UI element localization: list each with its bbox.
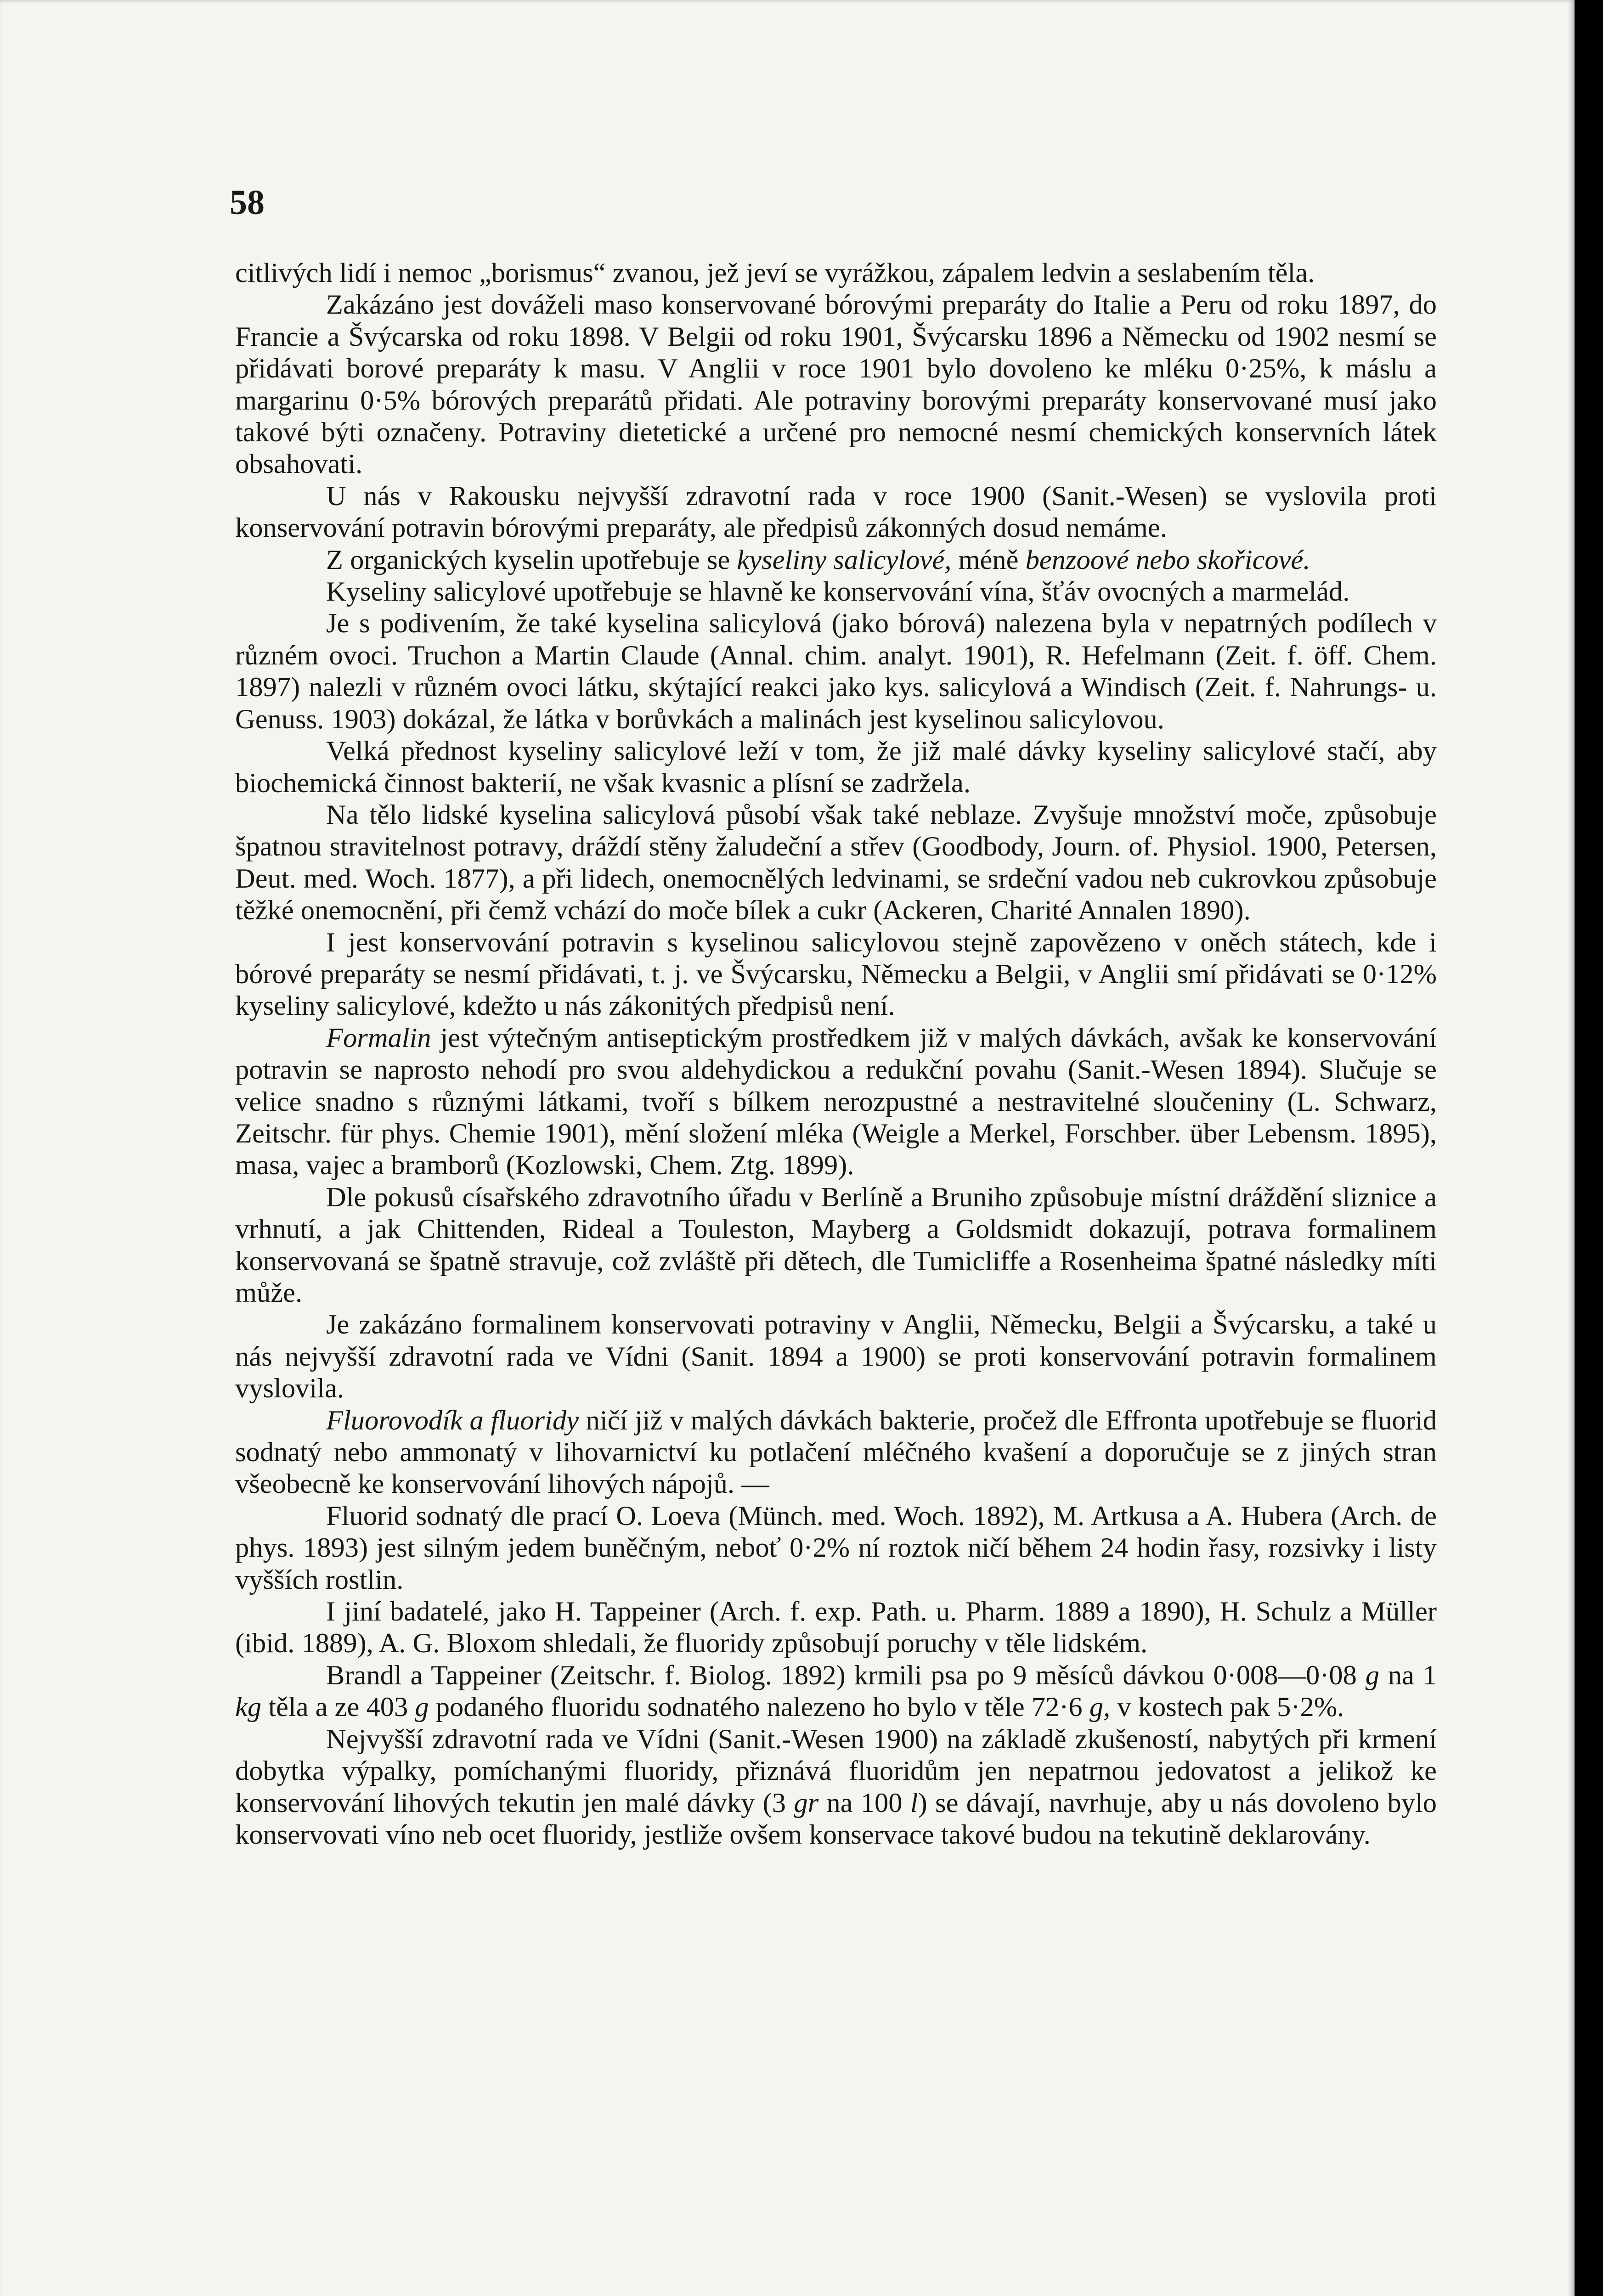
italic-text: Formalin bbox=[326, 1022, 431, 1053]
text-run: U nás v Rakousku nejvyšší zdravotní rada v roce 1900 (Sanit.-Wesen) se vyslovila proti konservování potravin bórovými preparáty, ale předpisů zákonných dosud nemáme. bbox=[235, 480, 1437, 544]
text-run: Je s podivením, že také kyselina salicylová (jako bórová) nalezena byla v nepatrných podílech v různém ovoci. Truchon a Martin Claude (Annal. chim. analyt. 1901), R. Hefelmann (Zeit. f. öff. Chem. 1897) nalezli v různém ovoci látku, skýtající reakci jako kys. salicylová a Windisch (Zeit. f. Nahrungs- u. Genuss. 1903) dokázal, že látka v borůvkách a malinách jest kyselinou salicylovou. bbox=[235, 608, 1437, 735]
text-run: Velká přednost kyseliny salicylové leží v tom, že již malé dávky kyseliny salicylové stačí, aby biochemická činnost bakterií, ne však kvasnic a plísní se zadržela. bbox=[235, 736, 1437, 799]
italic-text: g bbox=[1365, 1660, 1379, 1691]
body-text bbox=[235, 257, 1437, 1851]
text-run: Zakázáno jest dováželi maso konservované bórovými preparáty do Italie a Peru od roku 1897, do Francie a Švýcarska od roku 1898. V Belgii od roku 1901, Švýcarsku 1896 a Německu od 1902 nesmí se přidávati borové preparáty k masu. V Anglii v roce 1901 bylo dovoleno ke mléku 0·25%, k máslu a margarinu 0·5% bórových preparátů přidati. Ale potraviny borovými preparáty konservované musí jako takové býti označeny. Potraviny dietetické a určené pro nemocné nesmí chemických konservních látek obsahovati. bbox=[235, 289, 1437, 480]
paragraph bbox=[235, 1309, 1437, 1404]
text-run: Fluorid sodnatý dle prací O. Loeva (Münch. med. Woch. 1892), M. Artkusa a A. Hubera (Arch. de phys. 1893) jest silným jedem buněčným, neboť 0·2% ní roztok ničí během 24 hodin řasy, rozsivky i listy vyšších rostlin. bbox=[235, 1500, 1437, 1595]
text-run: podaného fluoridu sodnatého nalezeno ho bylo v těle 72·6 bbox=[429, 1692, 1089, 1723]
text-run: citlivých lidí i nemoc „borismus“ zvanou, jež jeví se vyrážkou, zápalem ledvin a seslabením těla. bbox=[235, 258, 1315, 288]
paragraph bbox=[235, 257, 1437, 289]
paragraph bbox=[235, 544, 1437, 576]
text-run: na 1 bbox=[1379, 1660, 1437, 1691]
paragraph bbox=[235, 608, 1437, 735]
text-run: ničí již v malých dávkách bakterie, pročež dle Effronta upotřebuje se fluorid sodnatý nebo ammonatý v lihovarnictví ku potlačení mléčného kvašení a doporučuje se z jiných stran všeobecně ke konservování lihových nápojů. — bbox=[235, 1405, 1437, 1500]
paragraph bbox=[235, 927, 1437, 1022]
text-run: těla a ze 403 bbox=[261, 1692, 415, 1723]
text-run: v kostech pak 5·2%. bbox=[1110, 1692, 1344, 1723]
text-run: Z organických kyselin upotřebuje se bbox=[326, 544, 737, 575]
paragraph bbox=[235, 289, 1437, 480]
italic-text: kyseliny salicylové, bbox=[737, 544, 952, 575]
paragraph bbox=[235, 1500, 1437, 1596]
text-run: na 100 bbox=[818, 1787, 910, 1818]
paragraph bbox=[235, 576, 1437, 608]
text-run: Brandl a Tappeiner (Zeitschr. f. Biolog. 1892) krmili psa po 9 měsíců dávkou 0·008—0·08 bbox=[326, 1660, 1366, 1691]
page-number: 58 bbox=[230, 183, 265, 222]
paragraph bbox=[235, 1405, 1437, 1500]
text-run: méně bbox=[951, 544, 1026, 575]
text-run: Dle pokusů císařského zdravotního úřadu v Berlíně a Bruniho způsobuje místní dráždění sliznice a vrhnutí, a jak Chittenden, Rideal a Touleston, Mayberg a Goldsmidt dokazují, potrava formalinem konservovaná se špatně stravuje, což zvláště při dětech, dle Tumicliffe a Rosenheima špatné následky míti může. bbox=[235, 1182, 1437, 1308]
italic-text: benzoové nebo skořicové. bbox=[1025, 544, 1310, 575]
text-run: Je zakázáno formalinem konservovati potraviny v Anglii, Německu, Belgii a Švýcarsku, a také u nás nejvyšší zdravotní rada ve Vídni (Sanit. 1894 a 1900) se proti konservování potravin formalinem vyslovila. bbox=[235, 1309, 1437, 1404]
paragraph bbox=[235, 1723, 1437, 1851]
italic-text: g bbox=[415, 1692, 429, 1723]
paragraph bbox=[235, 480, 1437, 544]
text-run: jest výtečným antiseptickým prostředkem již v malých dávkách, avšak ke konservování potravin se naprosto nehodí pro svou aldehydickou a redukční povahu (Sanit.-Wesen 1894). Slučuje se velice snadno s různými látkami, tvoří s bílkem nerozpustné a nestravitelné sloučeniny (L. Schwarz, Zeitschr. für phys. Chemie 1901), mění složení mléka (Weigle a Merkel, Forschber. über Lebensm. 1895), masa, vajec a bramborů (Kozlowski, Chem. Ztg. 1899). bbox=[235, 1022, 1437, 1181]
italic-text: Fluorovodík a fluoridy bbox=[326, 1405, 579, 1436]
italic-text: kg bbox=[235, 1692, 262, 1723]
text-run: I jest konservování potravin s kyselinou salicylovou stejně zapovězeno v oněch státech, kde i bórové preparáty se nesmí přidávati, t. j. ve Švýcarsku, Německu a Belgii, v Anglii smí přidávati se 0·12% kyseliny salicylové, kdežto u nás zákonitých předpisů není. bbox=[235, 927, 1437, 1022]
italic-text: g, bbox=[1089, 1692, 1111, 1723]
paragraph bbox=[235, 1022, 1437, 1182]
italic-text: gr bbox=[794, 1787, 819, 1818]
paragraph bbox=[235, 1182, 1437, 1309]
text-run: Kyseliny salicylové upotřebuje se hlavně ke konservování vína, šťáv ovocných a marmelád. bbox=[326, 576, 1350, 608]
text-run: I jiní badatelé, jako H. Tappeiner (Arch. f. exp. Path. u. Pharm. 1889 a 1890), H. Schulz a Müller (ibid. 1889), A. G. Bloxom shledali, že fluoridy způsobují poruchy v těle lidském. bbox=[235, 1596, 1437, 1659]
paragraph bbox=[235, 1596, 1437, 1660]
text-run: ) se dávají, navrhuje, aby u nás dovoleno bylo konservovati víno neb ocet fluoridy, jestliže ovšem konservace takové budou na tekutině deklarovány. bbox=[235, 1787, 1437, 1850]
text-run: Nejvyšší zdravotní rada ve Vídni (Sanit.-Wesen 1900) na základě zkušeností, nabytých při krmení dobytka výpalky, pomíchanými fluoridy, přiznává fluoridům jen nepatrnou jedovatost a jelikož ke konservování lihových tekutin jen malé dávky (3 bbox=[235, 1723, 1437, 1818]
italic-text: l bbox=[910, 1787, 918, 1818]
scan-border bbox=[1575, 0, 1603, 2296]
paragraph bbox=[235, 799, 1437, 927]
paragraph bbox=[235, 735, 1437, 799]
text-run: Na tělo lidské kyselina salicylová působí však také neblaze. Zvyšuje množství moče, způsobuje špatnou stravitelnost potravy, dráždí stěny žaludeční a střev (Goodbody, Journ. of. Physiol. 1900, Petersen, Deut. med. Woch. 1877), a při lidech, onemocnělých ledvinami, se srdeční vadou neb cukrovkou způsobuje těžké onemocnění, při čemž vchází do moče bílek a cukr (Ackeren, Charité Annalen 1890). bbox=[235, 799, 1437, 926]
paragraph bbox=[235, 1660, 1437, 1723]
